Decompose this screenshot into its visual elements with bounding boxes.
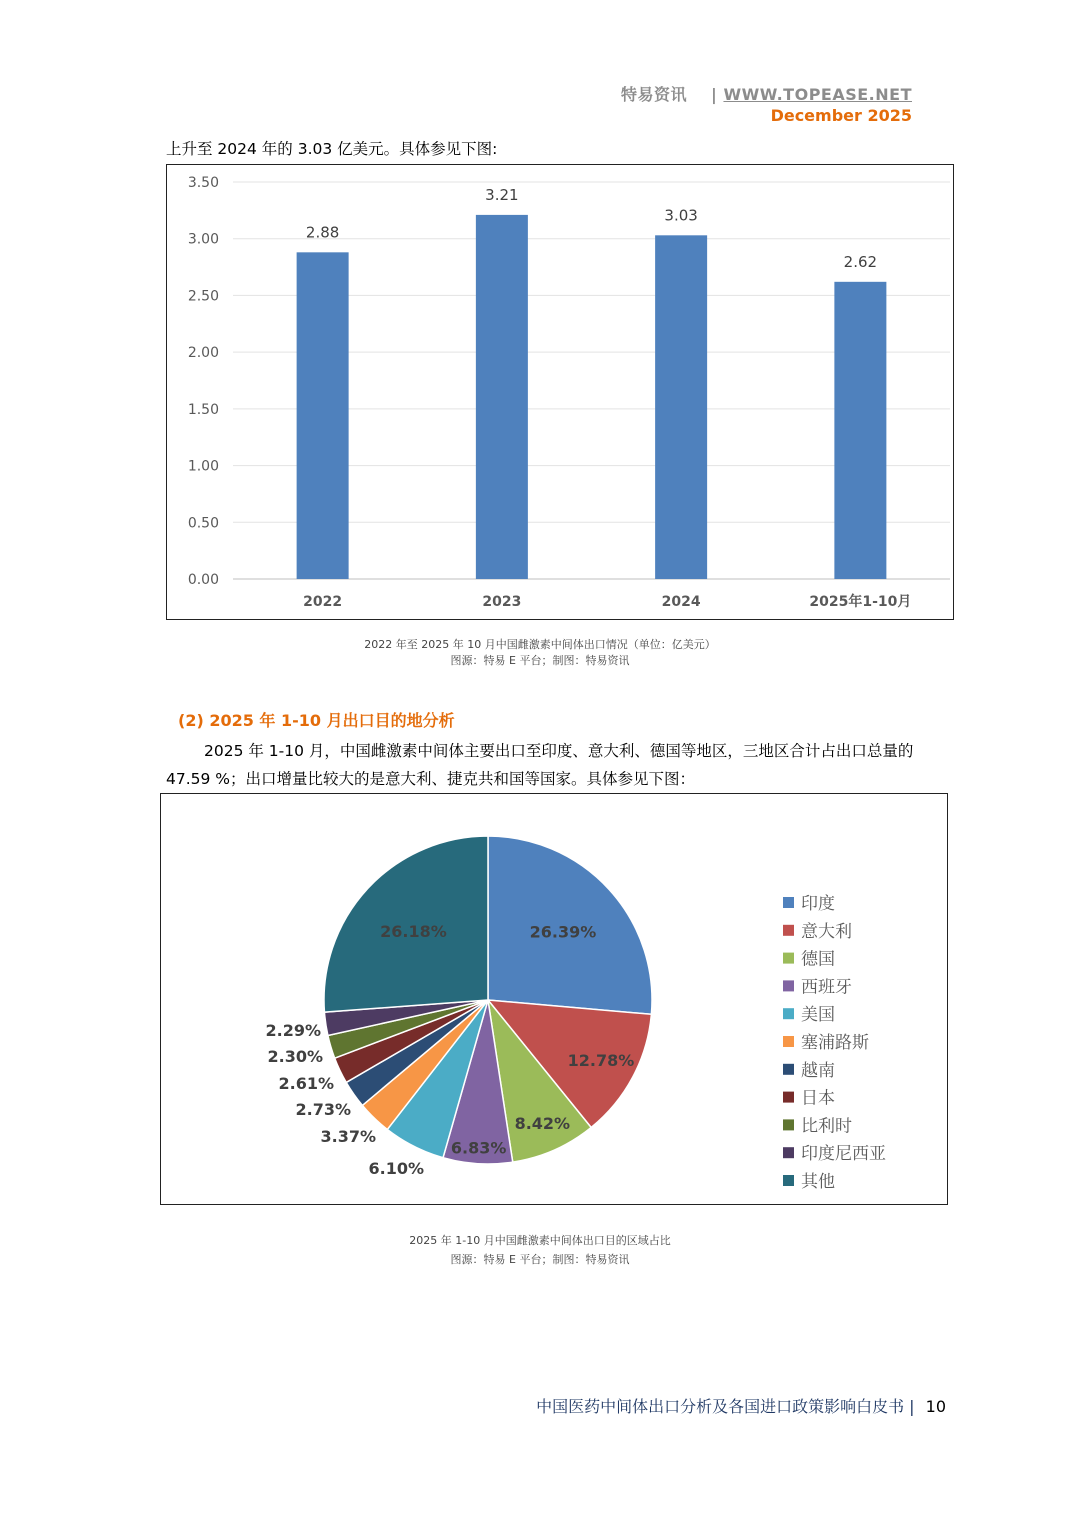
legend-swatch bbox=[783, 897, 794, 908]
slice-label: 6.83% bbox=[450, 1138, 507, 1158]
x-tick-label: 2023 bbox=[482, 594, 522, 610]
legend-label: 其他 bbox=[801, 1172, 835, 1192]
y-tick-label: 2.00 bbox=[187, 345, 219, 362]
pie-chart-caption: 2025 年 1-10 月中国雌激素中间体出口目的区域占比 bbox=[409, 1234, 671, 1247]
legend-swatch bbox=[783, 1119, 794, 1130]
legend-swatch bbox=[783, 1036, 794, 1047]
footer-title: 中国医药中间体出口分析及各国进口政策影响白皮书 | bbox=[536, 1397, 915, 1416]
y-tick-label: 3.50 bbox=[187, 175, 219, 191]
y-tick-label: 2.50 bbox=[187, 288, 219, 305]
bar-value-label: 2.88 bbox=[305, 223, 340, 242]
y-tick-label: 3.00 bbox=[187, 231, 219, 248]
bar-chart bbox=[167, 165, 952, 618]
header-separator: | bbox=[711, 85, 718, 104]
brand-name: 特易资讯 bbox=[620, 85, 687, 104]
bar-chart-source: 图源：特易 E 平台；制图：特易资讯 bbox=[450, 654, 630, 667]
paragraph-top: 上升至 2024 年的 3.03 亿美元。具体参见下图: bbox=[166, 140, 498, 158]
header-brand bbox=[600, 82, 912, 105]
header-date: December 2025 bbox=[770, 106, 912, 125]
legend-label: 德国 bbox=[801, 949, 835, 970]
legend-label: 越南 bbox=[801, 1060, 835, 1081]
y-tick-label: 0.50 bbox=[187, 515, 219, 532]
y-tick-label: 1.00 bbox=[187, 458, 219, 475]
slice-label: 2.30% bbox=[267, 1047, 323, 1066]
page-number: 10 bbox=[925, 1397, 946, 1416]
bar-chart-frame bbox=[166, 164, 954, 620]
y-tick-label: 1.50 bbox=[187, 401, 219, 418]
bar bbox=[834, 282, 886, 579]
legend-label: 印度尼西亚 bbox=[801, 1144, 886, 1165]
legend-swatch bbox=[783, 1008, 794, 1019]
website-link[interactable]: WWW.TOPEASE.NET bbox=[723, 85, 912, 104]
pie-chart-source: 图源：特易 E 平台；制图：特易资讯 bbox=[450, 1253, 630, 1266]
bar-value-label: 3.03 bbox=[664, 206, 698, 225]
slice-label: 3.37% bbox=[320, 1127, 376, 1146]
bar bbox=[655, 235, 707, 579]
pie-chart-frame bbox=[160, 793, 948, 1205]
legend-label: 比利时 bbox=[801, 1116, 852, 1137]
bar-value-label: 2.62 bbox=[843, 252, 878, 271]
section-title: (2) 2025 年 1-10 月出口目的地分析 bbox=[178, 711, 455, 730]
legend-label: 日本 bbox=[801, 1088, 835, 1109]
legend-label: 印度 bbox=[801, 894, 835, 914]
legend-label: 塞浦路斯 bbox=[801, 1033, 869, 1053]
legend-swatch bbox=[783, 1092, 794, 1103]
legend-label: 美国 bbox=[801, 1005, 835, 1026]
slice-label: 2.61% bbox=[278, 1074, 334, 1093]
pie-chart bbox=[161, 794, 946, 1203]
slice-label: 6.10% bbox=[368, 1159, 424, 1178]
paragraph-mid-line2: 47.59 %；出口增量比较大的是意大利、捷克共和国等国家。具体参见下图： bbox=[166, 770, 696, 788]
slice-label: 8.42% bbox=[514, 1114, 571, 1134]
x-tick-label: 2024 bbox=[661, 594, 701, 610]
slice-label: 2.73% bbox=[295, 1100, 351, 1119]
legend-swatch bbox=[783, 1147, 794, 1158]
paragraph-mid-line1: 2025 年 1-10 月，中国雌激素中间体主要出口至印度、意大利、德国等地区，三地区合计占出口总量的 bbox=[204, 742, 914, 760]
bar bbox=[476, 215, 528, 579]
legend-swatch bbox=[783, 980, 794, 991]
slice-label: 26.39% bbox=[529, 922, 597, 942]
legend-label: 意大利 bbox=[801, 921, 852, 942]
bar bbox=[297, 252, 349, 579]
x-tick-label: 2025年1-10月 bbox=[809, 594, 912, 610]
slice-label: 26.18% bbox=[380, 921, 447, 941]
x-tick-label: 2022 bbox=[303, 594, 343, 610]
legend-swatch bbox=[783, 953, 794, 964]
slice-label: 12.78% bbox=[567, 1051, 635, 1071]
slice-label: 2.29% bbox=[265, 1021, 321, 1040]
bar-chart-caption: 2022 年至 2025 年 10 月中国雌激素中间体出口情况（单位：亿美元） bbox=[364, 638, 716, 651]
y-tick-label: 0.00 bbox=[187, 572, 219, 588]
legend-label: 西班牙 bbox=[801, 977, 852, 998]
legend-swatch bbox=[783, 1064, 794, 1075]
legend-swatch bbox=[783, 1175, 794, 1186]
bar-value-label: 3.21 bbox=[485, 185, 519, 204]
legend-swatch bbox=[783, 925, 794, 936]
footer bbox=[380, 1394, 946, 1417]
